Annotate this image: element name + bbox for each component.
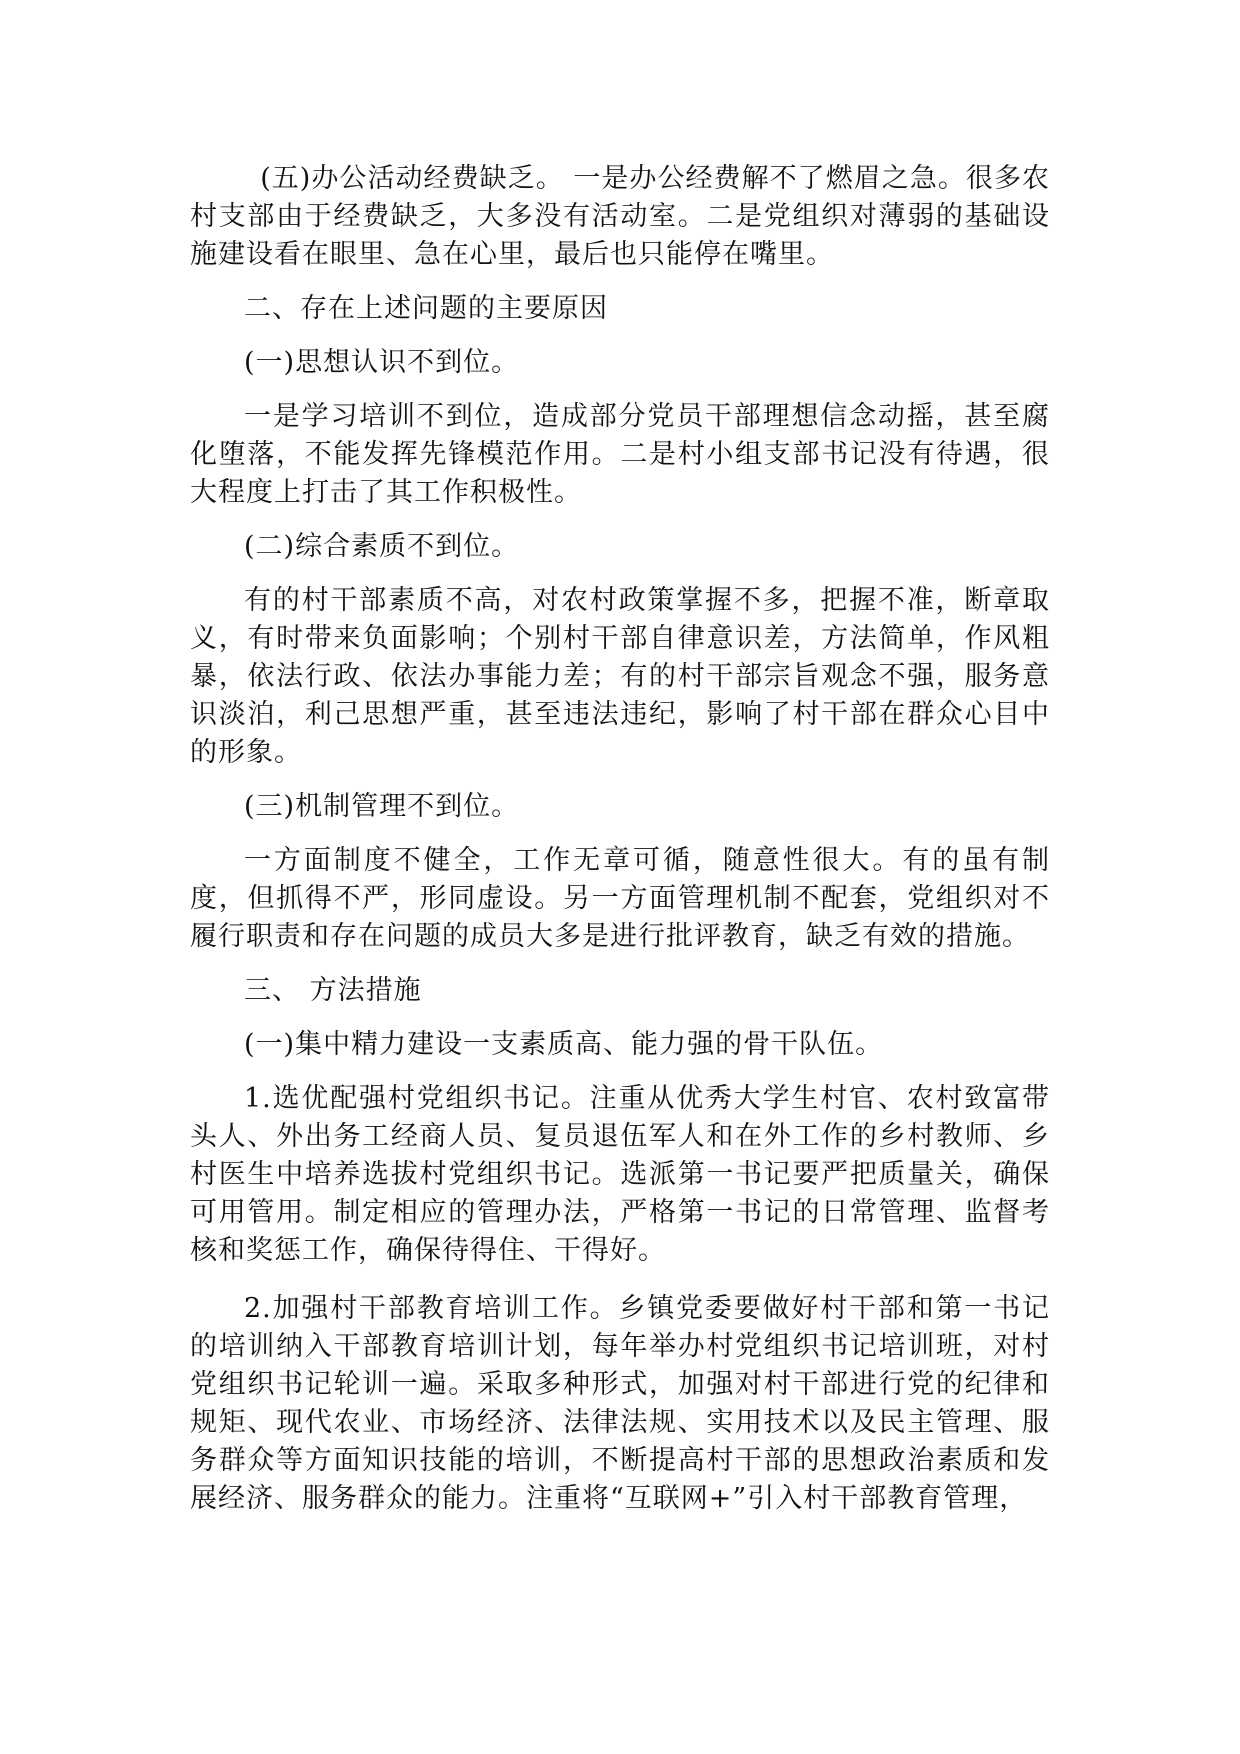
heading-team-building: (一)集中精力建设一支素质高、能力强的骨干队伍。 bbox=[244, 1029, 884, 1060]
paragraph-cadre-training: 2.加强村干部教育培训工作。乡镇党委要做好村干部和第一书记的培训纳入干部教育培训计划，每年举办村党组织书记培训班，对村党组织书记轮训一遍。采取多种形式，加强对村干部进行党的纪律和规矩、现代农业、市场经济、法律法规、实用技术以及民主管理、服务群众等方面知识技能的培训，不断提高村干部的思想政治素质和发展经济、服务群众的能力。注重将“互联网+”引入村干部教育管理， bbox=[190, 1293, 1050, 1514]
heading-measures: 三、 方法措施 bbox=[244, 975, 422, 1006]
paragraph-quality: 有的村干部素质不高，对农村政策掌握不多，把握不准，断章取义，有时带来负面影响；个别村干部自律意识差，方法简单，作风粗暴，依法行政、依法办事能力差；有的村干部宗旨观念不强，服务意识淡泊，利己思想严重，甚至违法违纪，影响了村干部在群众心目中的形象。 bbox=[190, 585, 1050, 768]
heading-quality: (二)综合素质不到位。 bbox=[244, 531, 520, 562]
paragraph-awareness: 一是学习培训不到位，造成部分党员干部理想信念动摇，甚至腐化堕落，不能发挥先锋模范作用。二是村小组支部书记没有待遇，很大程度上打击了其工作积极性。 bbox=[190, 401, 1050, 508]
paragraph-office-funding: (五)办公活动经费缺乏。 一是办公经费解不了燃眉之急。很多农村支部由于经费缺乏，大多没有活动室。二是党组织对薄弱的基础设施建设看在眼里、急在心里，最后也只能停在嘴里。 bbox=[190, 163, 1050, 270]
heading-main-causes: 二、存在上述问题的主要原因 bbox=[244, 293, 608, 324]
heading-management: (三)机制管理不到位。 bbox=[244, 791, 520, 822]
paragraph-management: 一方面制度不健全，工作无章可循，随意性很大。有的虽有制度，但抓得不严，形同虚设。另一方面管理机制不配套，党组织对不履行职责和存在问题的成员大多是进行批评教育，缺乏有效的措施。 bbox=[190, 845, 1050, 952]
document-page bbox=[190, 160, 1050, 1518]
heading-awareness: (一)思想认识不到位。 bbox=[244, 347, 520, 378]
paragraph-secretary-selection: 1.选优配强村党组织书记。注重从优秀大学生村官、农村致富带头人、外出务工经商人员、复员退伍军人和在外工作的乡村教师、乡村医生中培养选拔村党组织书记。选派第一书记要严把质量关，确保可用管用。制定相应的管理办法，严格第一书记的日常管理、监督考核和奖惩工作，确保待得住、干得好。 bbox=[190, 1083, 1050, 1266]
